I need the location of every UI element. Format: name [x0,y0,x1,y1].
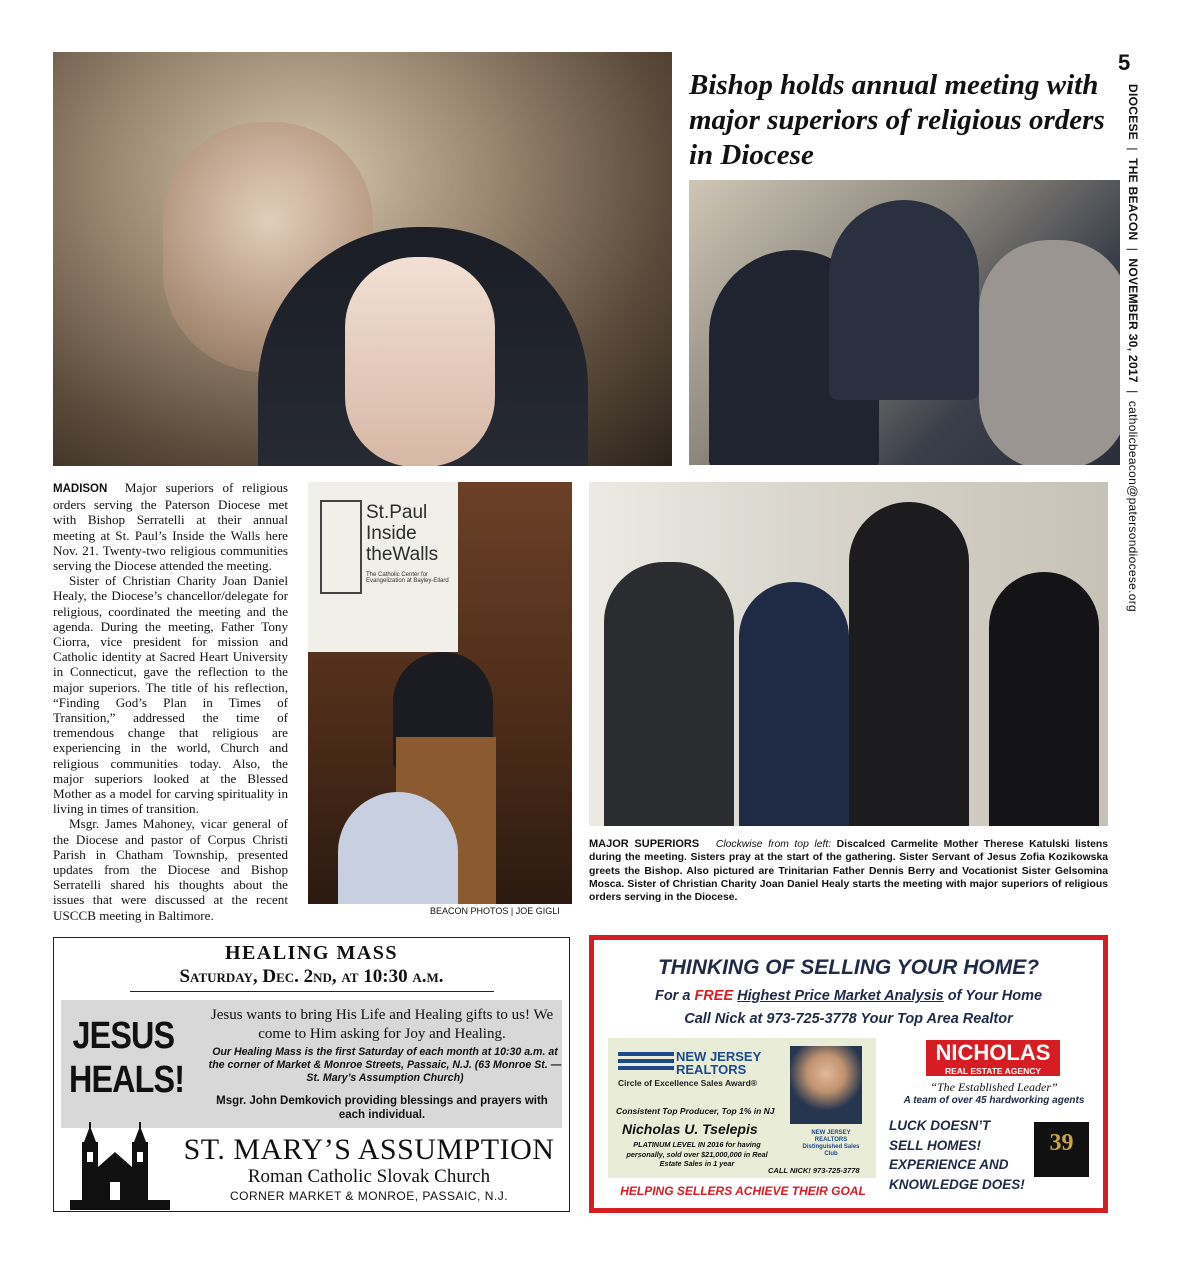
mass-date: Saturday, Dec. 2nd, at 10:30 a.m. [179,966,444,987]
photo-carmelite-listening [53,52,672,466]
rail-paper: THE BEACON [1126,158,1140,241]
side-rail: DIOCESE | THE BEACON | NOVEMBER 30, 2017 | catholicbeacon@patersondiocese.org [1126,84,1140,613]
church-icon [70,1122,170,1210]
church-name: ST. MARY’S ASSUMPTION [183,1133,555,1166]
realtor-call: Call Nick at 973-725-3778 Your Top Area Realtor [684,1011,1013,1027]
agent-name: Nicholas U. Tselepis [622,1121,758,1137]
rail-url: catholicbeacon@patersondiocese.org [1126,400,1140,613]
page-number: 5 [1118,50,1131,75]
paragraph: MADISON Major superiors of religious orders serving the Paterson Diocese met with Bishop Serratelli at their annual meeting at St. Paul’s Inside the Walls here Nov. 21. Twenty-two religious communities serving the Diocese attended the meeting. [53,480,288,574]
realtor-subtitle: For a FREE Highest Price Market Analysis of Your Home [654,988,1043,1004]
article-body [53,480,288,923]
realtor-footer: HELPING SELLERS ACHIEVE THEIR GOAL [620,1184,866,1198]
realtors-name: NEW JERSEY REALTORS [676,1049,762,1077]
photo-greeting-bishop [589,482,1108,826]
dateline: MADISON [53,483,108,495]
church-subtitle: Roman Catholic Slovak Church [247,1166,491,1187]
platinum-level: PLATINUM LEVEL IN 2016 for having personally, sold over $21,000,000 in Real Estate Sales in 1 year [626,1140,768,1168]
agent-box [608,1038,876,1178]
ad-realtor [589,935,1108,1213]
jesus-heals: JESUS HEALS! [69,1015,185,1101]
photo-sisters-praying [689,180,1120,465]
divider [130,991,494,992]
rail-date: NOVEMBER 30, 2017 [1126,258,1140,383]
banner-sub: The Catholic Center for Evangelization at Bayley-Ellard [366,572,449,584]
nicholas-logo: NICHOLAS [926,1040,1060,1076]
agency-label: REAL ESTATE AGENCY [944,1066,1042,1076]
established-leader: “The Established Leader” [930,1080,1058,1094]
paragraph: Msgr. James Mahoney, vicar general of the Diocese and pastor of Corpus Christi Parish in Chatham Township, presented updates from the Diocese and Bishop Serratelli shared his thoughts about the issues that were discussed at the recent USCCB meeting in Baltimore. [53,816,288,923]
banner-text: St.Paul Inside theWalls [366,502,439,565]
rail-section: DIOCESE [1126,84,1140,141]
realtor-title: THINKING OF SELLING YOUR HOME? [657,956,1040,979]
ad-healing-mass [53,937,570,1212]
agent-portrait [790,1046,862,1124]
photo-podium-speaker [308,482,572,904]
team-line: A team of over 45 hardworking agents [903,1095,1085,1106]
mass-line-1: Jesus wants to bring His Life and Healing gifts to us! We come to Him asking for Joy and Healing. [210,1007,554,1042]
photo-caption [589,838,1108,904]
paragraph: Sister of Christian Charity Joan Daniel Healy, the Diocese’s chancellor/delegate for religious, coordinated the meeting and the agenda. During the meeting, Father Tony Ciorra, vice president for mission and Catholic identity at Sacred Heart University in Connecticut, gave the reflection to the major superiors. The title of his reflection, “Finding God’s Plan in Times of Transition,” addressed the time of tremendous change that religious are experiencing in the world, Church and religious communities today. Also, the major superiors looked at the Blessed Mother as a model for carving spirituality in living in times of transition. [53,573,288,817]
mass-line-2: Our Healing Mass is the first Saturday of each month at 10:30 a.m. at the corner of Market & Monroe Streets, Passaic, N.J. (63 Monroe St. — St. Mary’s Assumption Church) [208,1046,562,1084]
caption-intro: Clockwise from top left: [715,839,832,850]
top-producer: Consistent Top Producer, Top 1% in NJ [616,1106,775,1116]
mass-info-box [61,1000,562,1128]
caption-label: MAJOR SUPERIORS [589,838,700,850]
mass-line-3: Msgr. John Demkovich providing blessings and prayers with each individual. [216,1095,548,1121]
mass-title: HEALING MASS [224,942,399,964]
church-address: CORNER MARKET & MONROE, PASSAIC, N.J. [229,1189,509,1203]
anniversary-badge: 39 [1034,1122,1089,1177]
photo-credit: BEACON PHOTOS | JOE GIGLI [430,906,560,916]
realtors-logo-icon [618,1048,678,1076]
headline: Bishop holds annual meeting with major superiors of religious orders in Diocese [689,69,1105,171]
award-line: Circle of Excellence Sales Award® [618,1078,758,1088]
sales-club-badge: NEW JERSEY REALTORS Distinguished Sales Club [802,1130,860,1157]
caption-text: Discalced Carmelite Mother Therese Katulski listens during the meeting. Sisters pray at the start of the gathering. Sister Servant of Jesus Zofia Kozikowska greets the Bishop. Also pictured are Trinitarian Father Dennis Berry and Vocationist Sister Gelsomina Mosca. Sister of Christian Charity Joan Daniel Healy starts the meeting with major superiors of religious orders serving in the Diocese. [589,839,1109,904]
building-icon [320,500,362,594]
luck-slogan: LUCK DOESN’T SELL HOMES! EXPERIENCE AND KNOWLEDGE DOES! [889,1118,1025,1192]
call-nick: CALL NICK! 973-725-3778 [768,1166,860,1175]
